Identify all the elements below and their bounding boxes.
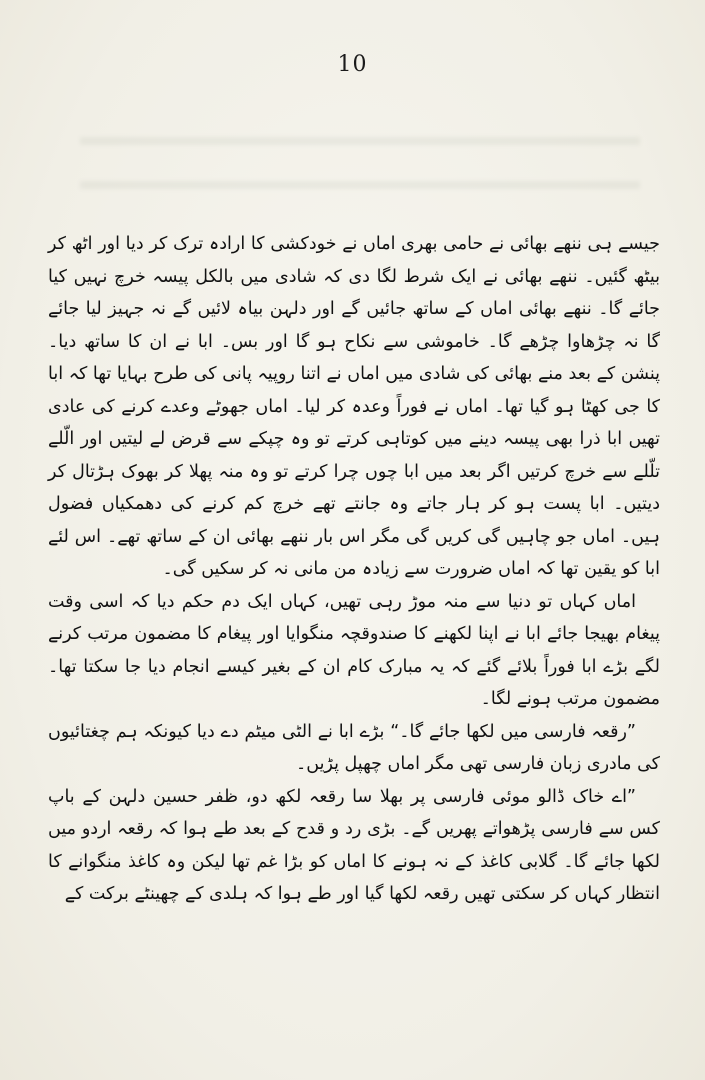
paragraph-2: اماں کہاں تو دنیا سے منہ موڑ رہی تھیں، کہاں ایک دم حکم دیا کہ اسی وقت پیغام بھیجا جائے ابا نے اپنا لکھنے کا صندوقچہ منگوایا اور پیغام کا مضمون مرتب کرنے لگے بڑے ابا فوراً بلائے گئے کہ یہ مبارک کام ان کے بغیر کیسے انجام دیا جا سکتا تھا۔ مضمون مرتب ہونے لگا۔: [48, 591, 660, 709]
paragraph-1: جیسے ہی ننھے بھائی نے حامی بھری اماں نے خودکشی کا ارادہ ترک کر دیا اور اٹھ کر بیٹھ گئیں۔ ننھے بھائی نے ایک شرط لگا دی کہ شادی میں بالکل پیسہ خرچ نہیں کیا جائے گا۔ ننھے بھائی اماں کے ساتھ جائیں گے اور دلہن بیاہ لائیں گے نہ جہیز لیا جائے گا نہ چڑھاوا چڑھے گا۔ خاموشی سے نکاح ہو گا اور بس۔ ابا نے ان کا ساتھ دیا۔ پنشن کے بعد منے بھائی کی شادی میں اماں نے اتنا روپیہ پانی کی طرح بہایا تھا کہ ابا کا جی کھٹا ہو گیا تھا۔ اماں نے فوراً وعدہ کر لیا۔ اماں جھوٹے وعدے کرنے کی عادی تھیں ابا ذرا بھی پیسہ دینے میں کوتاہی کرتے تو وہ چپکے سے قرض لے لیتیں اور الّلے تلّلے سے خرچ کرتیں اگر بعد میں ابا چوں چرا کرتے تو وہ منہ پھلا کر بھوک ہڑتال کر دیتیں۔ ابا پست ہو کر ہار جاتے وہ جانتے تھے خرچ کم کرنے کی دھمکیاں فضول ہیں۔ اماں جو چاہیں گی کریں گی مگر اس بار ننھے بھائی ان کے ساتھ تھے۔ اس لئے ابا کو یقین تھا کہ اماں ضرورت سے زیادہ من مانی نہ کر سکیں گی۔: [48, 234, 660, 579]
urdu-text-body: [48, 228, 660, 911]
page-number: 10: [337, 52, 368, 77]
paragraph-4: ”اے خاک ڈالو موئی فارسی پر بھلا سا رقعہ لکھ دو، ظفر حسین دلہن کے باپ کس سے فارسی پڑھواتے پھریں گے۔ بڑی رد و قدح کے بعد طے ہوا کہ رقعہ اردو میں لکھا جائے گا۔ گلابی کاغذ کے نہ ہونے کا اماں کو بڑا غم تھا لیکن وہ کاغذ منگوانے کا انتظار کہاں کر سکتی تھیں رقعہ لکھا گیا اور طے ہوا کہ ہلدی کے چھینٹے برکت کے: [48, 786, 660, 904]
paragraph-3: ”رقعہ فارسی میں لکھا جائے گا۔“ بڑے ابا نے الٹی میٹم دے دیا کیونکہ ہم چغتائیوں کی مادری زبان فارسی تھی مگر اماں چھپل پڑیں۔: [48, 721, 660, 774]
bleed-through-shadow: [80, 105, 640, 215]
